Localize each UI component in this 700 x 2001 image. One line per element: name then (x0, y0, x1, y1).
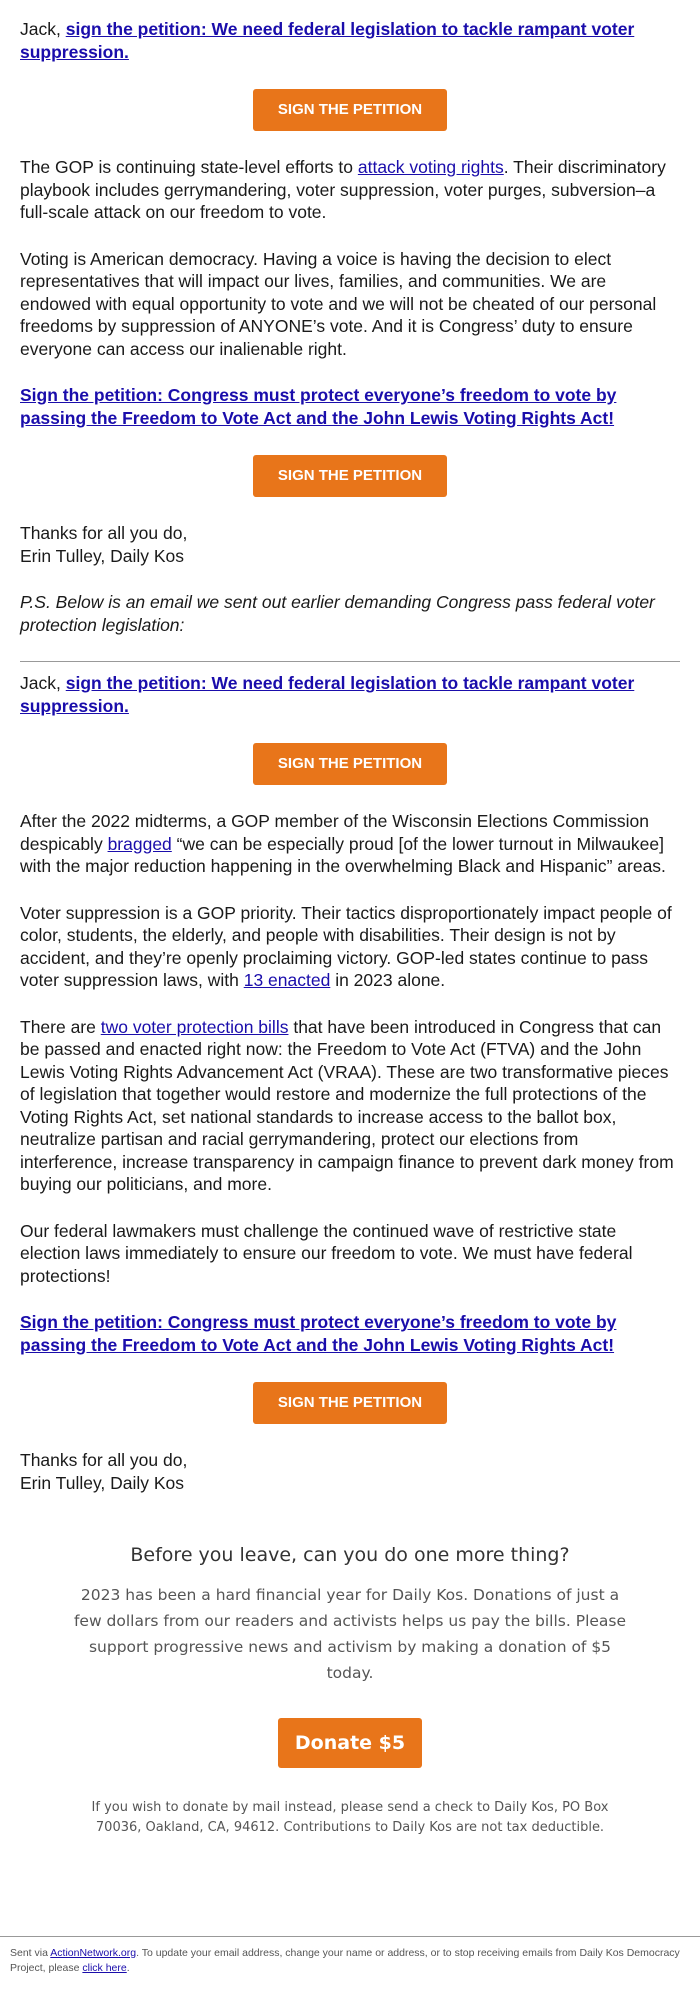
mail-donation-note: If you wish to donate by mail instead, please send a check to Daily Kos, PO Box 70036, Oakland, CA, 94612. Contributions to Daily Kos are not tax deductible. (91, 1800, 609, 1835)
ps-note: P.S. Below is an email we sent out earlier demanding Congress pass federal voter protection legislation: (20, 592, 655, 635)
attack-voting-rights-link[interactable]: attack voting rights (357, 157, 504, 177)
body-paragraph: Voting is American democracy. Having a voice is having the decision to elect representatives that will impact our lives, families, and communities. We are endowed with equal opportunity to vote and we will not be cheated of our personal freedoms by suppression of ANYONE’s vote. And it is Congress’ duty to ensure everyone can access our inalienable right. (20, 248, 657, 359)
bragged-link[interactable]: bragged (107, 833, 172, 854)
body-paragraph: After the 2022 midterms, a GOP member of the Wisconsin Elections Commission despicably bragged “we can be especially proud [of the lower turnout in Milwaukee] with the major reduction happening in the overwhelming Black and Hispanic” areas. (20, 811, 666, 876)
thanks-text: Thanks for all you do, (20, 1450, 188, 1470)
sign-petition-button[interactable]: SIGN THE PETITION (253, 1382, 447, 1424)
body-paragraph: The GOP is continuing state-level efforts to attack voting rights. Their discriminatory playbook includes gerrymandering, voter suppression, voter purges, subversion–a full-scale attack on our freedom to vote. (20, 157, 666, 222)
thanks-text: Thanks for all you do, (20, 523, 188, 543)
petition-bold-paragraph (20, 1311, 680, 1356)
signature: Erin Tulley, Daily Kos (20, 1472, 185, 1493)
donate-button[interactable]: Donate $5 (278, 1718, 422, 1768)
petition-bold-paragraph (20, 384, 680, 429)
actionnetwork-link[interactable]: ActionNetwork.org (50, 1947, 137, 1959)
petition-bold-link[interactable]: Sign the petition: Congress must protect everyone’s freedom to vote by passing the Freedom to Vote Act and the John Lewis Voting Rights Act! (20, 385, 617, 428)
body-paragraph: Voter suppression is a GOP priority. Their tactics disproportionately impact people of color, students, the elderly, and people with disabilities. Their design is not by accident, and they’re openly proclaiming victory. GOP-led states continue to pass voter suppression laws, with 13 enacted in 2023 alone. (20, 902, 672, 990)
greeting: Jack, (20, 673, 61, 693)
sign-petition-button[interactable]: SIGN THE PETITION (253, 743, 447, 785)
sign-petition-button[interactable]: SIGN THE PETITION (253, 455, 447, 497)
donation-heading: Before you leave, can you do one more thing? (130, 1544, 570, 1566)
footer: Sent via ActionNetwork.org. To update your email address, change your name or address, or to stop receiving emails from Daily Kos Democracy Project, please click here. (0, 1936, 700, 1976)
body-paragraph: There are two voter protection bills that have been introduced in Congress that can be passed and enacted right now: the Freedom to Vote Act (FTVA) and the John Lewis Voting Rights Advancement Act (VRAA). These are two transformative pieces of legislation that together would restore and modernize the full protections of the Voting Rights Act, set national standards to increase access to the ballot box, neutralize partisan and racial gerrymandering, protect our elections from interference, increase transparency in campaign finance to prevent dark money from buying our politicians, and more. (20, 1016, 674, 1194)
sign-petition-button[interactable]: SIGN THE PETITION (253, 89, 447, 131)
donation-section (20, 1542, 680, 1838)
voter-protection-bills-link[interactable]: two voter protection bills (100, 1016, 289, 1037)
donation-appeal: 2023 has been a hard financial year for Daily Kos. Donations of just a few dollars from our readers and activists helps us pay the bills. Please support progressive news and activism by making a donation of $5 today. (73, 1586, 627, 1682)
petition-bold-link[interactable]: Sign the petition: Congress must protect everyone’s freedom to vote by passing the Freedom to Vote Act and the John Lewis Voting Rights Act! (20, 1312, 617, 1355)
signature: Erin Tulley, Daily Kos (20, 545, 185, 566)
greeting-paragraph (20, 18, 680, 63)
petition-lead-link[interactable]: sign the petition: We need federal legislation to tackle rampant voter suppression. (20, 19, 635, 62)
unsubscribe-link[interactable]: click here (82, 1962, 127, 1974)
body-paragraph: Our federal lawmakers must challenge the continued wave of restrictive state election laws immediately to ensure our freedom to vote. We must have federal protections! (20, 1220, 633, 1286)
greeting-paragraph (20, 672, 680, 717)
13-enacted-link[interactable]: 13 enacted (243, 970, 331, 990)
petition-lead-link[interactable]: sign the petition: We need federal legislation to tackle rampant voter suppression. (20, 673, 635, 716)
greeting: Jack, (20, 19, 61, 39)
